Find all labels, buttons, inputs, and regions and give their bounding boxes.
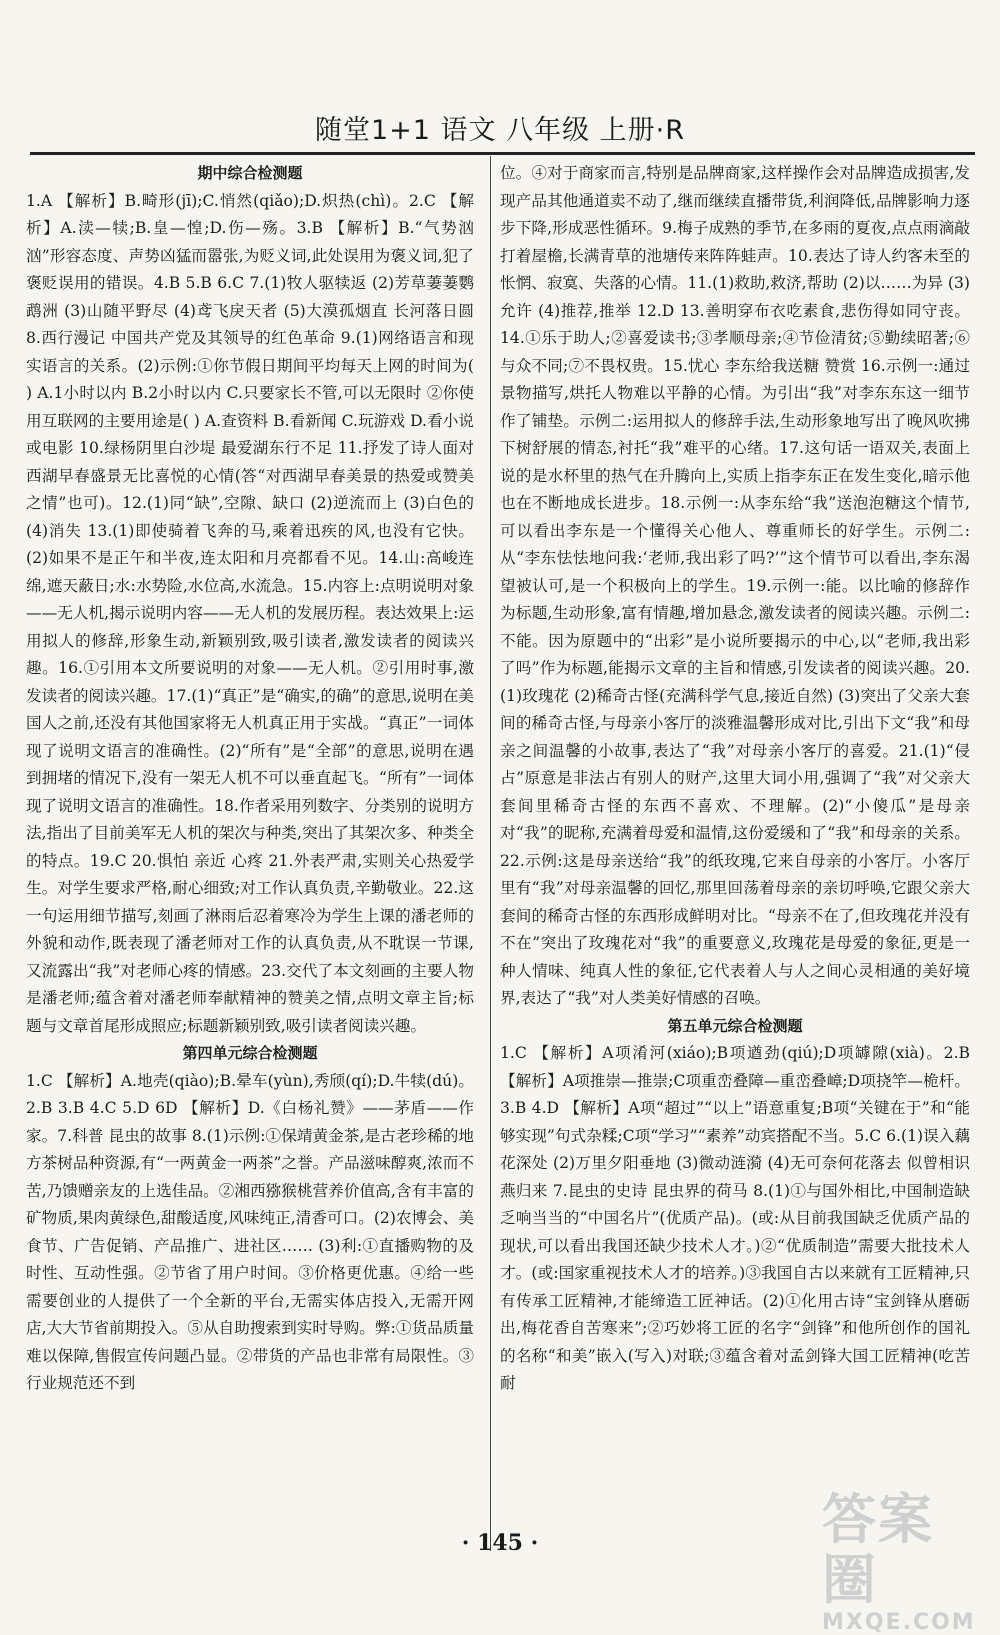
- unit4-answers: 1.C 【解析】A.地壳(qiào);B.晕车(yùn),秀颀(qí);D.牛犊(dú)。2.B 3.B 4.C 5.D 6D 【解析】D.《白杨礼赞》——茅盾——作家。7.科普 昆虫的故事 8.(1)示例:①保靖黄金茶,是古老珍稀的地方茶树品种资源,有“一两黄金一两茶”之誉。产品滋味醇爽,浓而不苦,乃馈赠亲友的上选佳品。②湘西猕猴桃营养价值高,含有丰富的矿物质,果肉黄绿色,甜酸适度,风味纯正,清香可口。(2)农博会、美食节、广告促销、产品推广、进社区…… (3)利:①直播购物的及时性、互动性强。②节省了用户时间。③价格更优惠。④给一些需要创业的人提供了一个全新的平台,无需实体店投入,无需开网店,大大节省前期投入。⑤从自助搜索到实时导购。弊:①货品质量难以保障,售假宣传问题凸显。②带货的产品也非常有局限性。③行业规范还不到: [26, 1071, 474, 1392]
- section-title-unit4: 第四单元综合检测题: [182, 1044, 318, 1062]
- watermark-logo: [822, 1488, 982, 1635]
- midterm-answers: 1.A 【解析】B.畸形(jī);C.悄然(qiǎo);D.炽热(chì)。2.C 【解析】A.渎—犊;B.皇—惶;D.伤—殇。3.B 【解析】B.“气势汹汹”形容态度、声势凶猛而嚣张,为贬义词,此处误用为褒义词,犯了褒贬误用的错误。4.B 5.B 6.C 7.(1)牧人驱犊返 (2)芳草萋萋鹦鹉洲 (3)山随平野尽 (4)鸢飞戾天者 (5)大漠孤烟直 长河落日圆 8.西行漫记 中国共产党及其领导的红色革命 9.(1)网络语言和现实语言的关系。(2)示例:①你节假日期间平均每天上网的时间为( ) A.1小时以内 B.2小时以内 C.只要家长不管,可以无限时 ②你使用互联网的主要用途是( ) A.查资料 B.看新闻 C.玩游戏 D.看小说或电影 10.绿杨阴里白沙堤 最爱湖东行不足 11.抒发了诗人面对西湖早春盛景无比喜悦的心情(答“对西湖早春美景的热爱或赞美之情”也可)。12.(1)同“缺”,空隙、缺口 (2)逆流而上 (3)白色的 (4)消失 13.(1)即使骑着飞奔的马,乘着迅疾的风,也没有它快。(2)如果不是正午和半夜,连太阳和月亮都看不见。14.山:高峻连绵,遮天蔽日;水:水势险,水位高,水流急。15.内容上:点明说明对象——无人机,揭示说明内容——无人机的发展历程。表达效果上:运用拟人的修辞,形象生动,新颖别致,吸引读者,激发读者的阅读兴趣。16.①引用本文所要说明的对象——无人机。②引用时事,激发读者的阅读兴趣。17.(1)“真正”是“确实,的确”的意思,说明在美国人之前,还没有其他国家将无人机真正用于实战。“真正”一词体现了说明文语言的准确性。(2)“所有”是“全部”的意思,说明在遇到拥堵的情况下,没有一架无人机不可以垂直起飞。“所有”一词体现了说明文语言的准确性。18.作者采用列数字、分类别的说明方法,指出了目前美军无人机的架次与种类,突出了其架次多、种类全的特点。19.C 20.惧怕 亲近 心疼 21.外表严肃,实则关心热爱学生。对学生要求严格,耐心细致;对工作认真负责,辛勤敬业。22.这一句运用细节描写,刻画了淋雨后忍着寒冷为学生上课的潘老师的外貌和动作,既表现了潘老师对工作的认真负责,从不耽误一节课,又流露出“我”对老师心疼的情感。23.交代了本文刻画的主要人物是潘老师;蕴含着对潘老师奉献精神的赞美之情,点明文章主旨;标题与文章首尾形成照应;标题新颖别致,吸引读者阅读兴趣。: [26, 191, 474, 1035]
- left-column: [26, 160, 474, 1398]
- page-header: 随堂1+1 语文 八年级 上册·R: [314, 115, 686, 146]
- watermark-logo-text: 答案圈: [822, 1488, 934, 1611]
- section-title-unit5: 第五单元综合检测题: [667, 1016, 803, 1035]
- watermark-url: MXQE.COM: [822, 1610, 976, 1635]
- right-column: [500, 160, 970, 1398]
- page-number: · 145 ·: [461, 1530, 539, 1556]
- header-rule: [30, 152, 975, 155]
- unit5-answers: 1.C 【解析】A项淆河(xiáo);B项遒劲(qiú);D项罅隙(xià)。2.B 【解析】A项推崇—推崇;C项重峦叠障—重峦叠嶂;D项挠竿—桅杆。3.B 4.D 【解析】A项“超过”“以上”语意重复;B项“关键在于”和“能够实现”句式杂糅;C项“学习”“素养”动宾搭配不当。5.C 6.(1)误入藕花深处 (2)万里夕阳垂地 (3)微动涟漪 (4)无可奈何花落去 似曾相识燕归来 7.昆虫的史诗 昆虫界的荷马 8.(1)①与国外相比,中国制造缺乏响当当的“中国名片”(优质产品)。(或:从目前我国缺乏优质产品的现状,可以看出我国还缺少技术人才。)②“优质制造”需要大批技术人才。(或:国家重视技术人才的培养。)③我国自古以来就有工匠精神,只有传承工匠精神,才能缔造工匠神话。(2)①化用古诗“宝剑锋从磨砺出,梅花香自苦寒来”;②巧妙将工匠的名字“剑锋”和他所创作的国礼的名称“和美”嵌入(写入)对联;③蕴含着对孟剑锋大国工匠精神(吃苦耐: [500, 1044, 970, 1392]
- column-divider: [490, 156, 491, 1551]
- section-title-midterm: 期中综合检测题: [197, 164, 303, 182]
- continued-answers: 位。④对于商家而言,特别是品牌商家,这样操作会对品牌造成损害,发现产品其他通道卖不动了,继而继续直播带货,利润降低,品牌影响力逐步下降,形成恶性循环。9.梅子成熟的季节,在多雨的夏夜,点点雨滴敲打着屋檐,长满青草的池塘传来阵阵蛙声。10.表达了诗人约客未至的怅惘、寂寞、失落的心情。11.(1)救助,救济,帮助 (2)以……为异 (3)允许 (4)推荐,推举 12.D 13.善明穿布衣吃素食,悲伤得如同守丧。14.①乐于助人;②喜爱读书;③孝顺母亲;④节俭清贫;⑤勤续昭著;⑥与众不同;⑦不畏权贵。15.忧心 李东给我送糖 赞赏 16.示例一:通过景物描写,烘托人物难以平静的心情。为引出“我”对李东东这一细节作了铺垫。示例二:运用拟人的修辞手法,生动形象地写出了晚风吹拂下树舒展的情态,衬托“我”难平的心绪。17.这句话一语双关,表面上说的是水杯里的热气在升腾向上,实质上指李东正在发生变化,暗示他也在不断地成长进步。18.示例一:从李东给“我”送泡泡糖这个情节,可以看出李东是一个懂得关心他人、尊重师长的好学生。示例二:从“李东怯怯地问我:‘老师,我出彩了吗?’”这个情节可以看出,李东渴望被认可,是一个积极向上的学生。19.示例一:能。以比喻的修辞作为标题,生动形象,富有情趣,增加悬念,激发读者的阅读兴趣。示例二:不能。因为原题中的“出彩”是小说所要揭示的中心,以“老师,我出彩了吗”作为标题,能揭示文章的主旨和情感,引发读者的阅读兴趣。20.(1)玫瑰花 (2)稀奇古怪(充满科学气息,接近自然) (3)突出了父亲大套间的稀奇古怪,与母亲小客厅的淡雅温馨形成对比,引出下文“我”和母亲之间温馨的小故事,表达了“我”对母亲小客厅的喜爱。21.(1)“侵占”原意是非法占有别人的财产,这里大词小用,强调了“我”对父亲大套间里稀奇古怪的东西不喜欢、不理解。(2)“小傻瓜”是母亲对“我”的昵称,充满着母爱和温情,这份爱缓和了“我”和母亲的关系。22.示例:这是母亲送给“我”的纸玫瑰,它来自母亲的小客厅。小客厅里有“我”对母亲温馨的回忆,那里回荡着母亲的亲切呼唤,它跟父亲大套间的稀奇古怪的东西形成鲜明对比。“母亲不在了,但玫瑰花并没有不在”突出了玫瑰花对“我”的重要意义,玫瑰花是母爱的象征,更是一种人情味、纯真人性的象征,它代表着人与人之间心灵相通的美好境界,表达了“我”对人类美好情感的召唤。: [500, 164, 970, 1007]
